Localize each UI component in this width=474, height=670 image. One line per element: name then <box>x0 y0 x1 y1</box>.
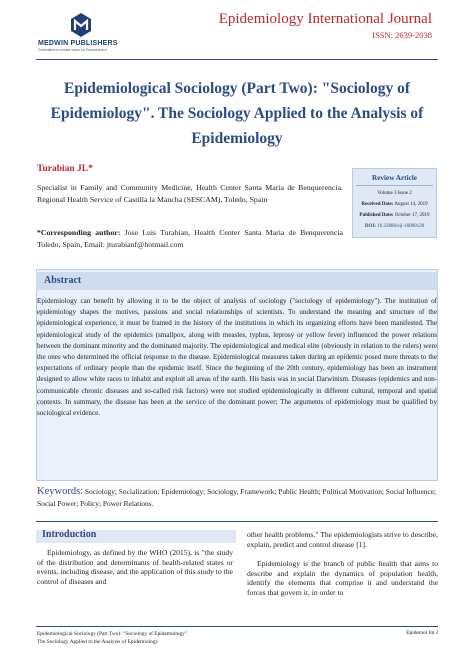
article-type: Review Article <box>372 174 417 182</box>
abstract-header-bar <box>36 272 438 290</box>
doi-link[interactable]: DOI: 10.23880/eij-16000128 <box>364 224 425 229</box>
footer-divider <box>36 626 438 627</box>
volume-issue: Volume 3 Issue 2 <box>377 191 412 196</box>
author-name: Turabian JL* <box>37 164 93 174</box>
keywords <box>37 486 437 510</box>
corresponding-text: Jose Luis Turabian, Health Center Santa Maria de Benquerencia Toledo, Spain, Email: jturabianf@hotmail.com <box>37 228 343 249</box>
body-left-column <box>37 548 233 586</box>
abstract-text: Epidemiology can benefit by allowing it to be the object of analysis of sociology ("sociology of epidemiology"). The institution of epidemiology shapes the motives, passions and social relationships of scientists. To understand the meaning and structure of the epidemiological experience, it must be framed in the history of the institutions in which its organizing efforts have been manifested. The epidemiological study of the epidemics (smallpox, along with measles, typhus, leprosy or yellow fever) influenced the power relations between the dominant minority and the dominated majority. The epidemiological and medical elite (obviously in relation to the rulers) were the ones who determined the official response to the disease. Epidemiological measures taken during an epidemic posed more threats to the expectations of ordinary people than the epidemic itself. Since the beginning of the 20th century, epidemiology has been an instrument designed to allow white races to inhabit and exploit all areas of the earth. His basis was in social Darwinism. Diseases (epidemics and non-communicable chronic diseases and so-called risk factors) were not studied epidemiologically in different cultural, temporal and spatial contexts. In summary, the disease has been at the service of the dominant power; The arguments of epidemiology must be qualified by sociological evidence. <box>37 297 437 418</box>
article-info-divider <box>356 185 433 186</box>
intro-paragraph: Epidemiology, as defined by the WHO (2015), is "the study of the distribution and determinants of health-related states or events, including disease, and the application of this study to the control of diseases and <box>37 548 233 586</box>
intro-paragraph-2: Epidemiology is the branch of public health that aims to describe and explain the dynamics of population health, identify the elements that comprise it and understand the forces that govern it, in order to <box>247 559 438 597</box>
published-date: Published Date: October 17, 2019 <box>359 213 430 218</box>
journal-issn: ISSN: 2639-2038 <box>372 30 432 40</box>
body-right-column <box>247 530 438 598</box>
corresponding-label: *Corresponding author: <box>37 228 121 237</box>
footer-citation <box>37 630 287 646</box>
journal-title: Epidemiology International Journal <box>218 11 432 27</box>
received-date: Received Date: August 14, 2019 <box>361 202 428 207</box>
header-divider <box>36 59 438 60</box>
introduction-heading: Introduction <box>42 529 97 540</box>
corresponding-author <box>37 227 343 251</box>
footer-journal-abbrev: Epidemol Int J <box>406 630 438 636</box>
footer-citation-line-2: The Sociology Applied to the Analysis of Epidemiology <box>37 639 159 645</box>
section-divider <box>36 521 438 522</box>
publisher-name: MEDWIN PUBLISHERS <box>38 40 118 47</box>
paper-title: Epidemiological Sociology (Part Two): "Sociology of Epidemiology". The Sociology Applied to the Analysis of Epidemiology <box>50 80 424 147</box>
publisher-tagline: Committed to create value for Researchers <box>38 48 107 52</box>
keywords-label: Keywords: <box>37 486 84 497</box>
author-affiliation: Specialist in Family and Community Medicine, Health Center Santa Maria de Benquerencia. Regional Health Service of Castilla la Mancha (SESCAM), Toledo, Spain <box>37 183 343 204</box>
footer-citation-line-1: Epidemiological Sociology (Part Two): "Sociology of Epidemiology". <box>37 631 189 637</box>
abstract-heading: Abstract <box>44 275 82 286</box>
intro-paragraph-continued: other health problems." The epidemiologists strive to describe, explain, predict and control disease [1]. <box>247 530 438 549</box>
keywords-text: Sociology; Socialization; Epidemiology; Sociology, Framework; Public Health; Political Motivation; Social Influence; Social Power; Policy; Power Relations. <box>37 487 437 508</box>
medwin-logo-icon <box>70 12 92 38</box>
